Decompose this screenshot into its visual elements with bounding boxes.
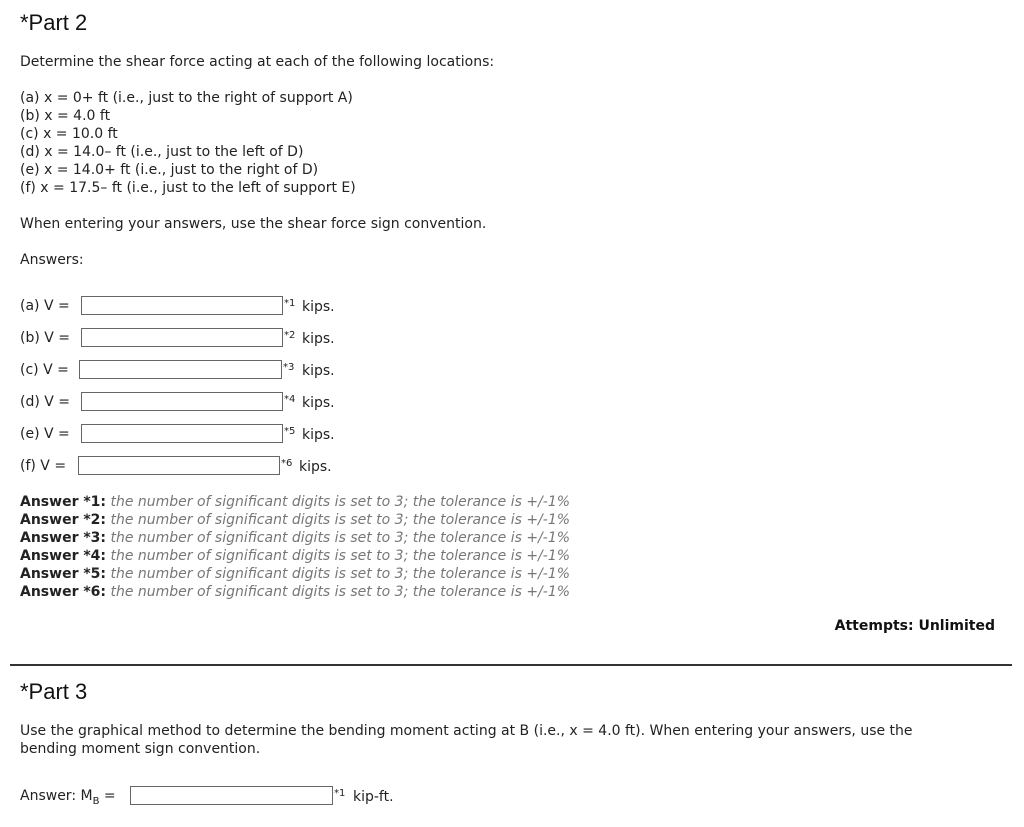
tolerance-item (20, 547, 570, 565)
answer-unit-b: kips. (302, 331, 335, 347)
tolerance-item (20, 565, 570, 583)
answer-input-e[interactable] (81, 424, 283, 443)
answer-unit-a: kips. (302, 299, 335, 315)
part3-answer-input[interactable] (130, 786, 333, 805)
location-b: (b) x = 4.0 ft (20, 108, 111, 124)
answer-input-c[interactable] (79, 360, 282, 379)
part3-answer-label-text: Answer: M (20, 788, 93, 804)
tolerance-label: Answer *2: (20, 512, 107, 528)
tolerance-item (20, 493, 570, 511)
attempts-indicator: Attempts: Unlimited (834, 618, 995, 634)
part2-instruction: Determine the shear force acting at each of the following locations: (20, 54, 495, 70)
answer-marker-e: *5 (284, 426, 296, 437)
answer-marker-a: *1 (284, 298, 296, 309)
tolerance-label: Answer *1: (20, 494, 107, 510)
tolerance-label: Answer *4: (20, 548, 107, 564)
answer-label-c: (c) V = (20, 362, 69, 378)
part3-answer-equals: = (103, 788, 116, 804)
section-divider (10, 664, 1012, 666)
location-d: (d) x = 14.0– ft (i.e., just to the left of D) (20, 144, 304, 160)
part3-answer-label (20, 788, 116, 807)
sign-convention-note: When entering your answers, use the shear force sign convention. (20, 216, 487, 232)
locations-list (20, 89, 356, 197)
location-a: (a) x = 0+ ft (i.e., just to the right of support A) (20, 90, 353, 106)
part3-answer-subscript: B (92, 795, 100, 807)
tolerance-label: Answer *6: (20, 584, 107, 600)
answers-heading: Answers: (20, 252, 84, 268)
answer-label-a: (a) V = (20, 298, 70, 314)
answer-input-a[interactable] (81, 296, 283, 315)
answer-label-f: (f) V = (20, 458, 67, 474)
tolerance-text: the number of significant digits is set to 3; the tolerance is +/-1% (110, 566, 571, 582)
tolerance-text: the number of significant digits is set to 3; the tolerance is +/-1% (110, 530, 571, 546)
tolerance-item (20, 511, 570, 529)
part2-title: *Part 2 (20, 10, 88, 35)
part3-instruction-line1: Use the graphical method to determine the bending moment acting at B (i.e., x = 4.0 ft). When entering your answers, use the (20, 723, 913, 739)
part3-title: *Part 3 (20, 679, 88, 704)
part3-answer-unit: kip-ft. (353, 789, 394, 805)
answer-unit-f: kips. (299, 459, 332, 475)
answer-label-d: (d) V = (20, 394, 71, 410)
answer-input-b[interactable] (81, 328, 283, 347)
location-f: (f) x = 17.5– ft (i.e., just to the left of support E) (20, 180, 356, 196)
tolerance-label: Answer *5: (20, 566, 107, 582)
answer-label-e: (e) V = (20, 426, 70, 442)
tolerance-label: Answer *3: (20, 530, 107, 546)
tolerance-item (20, 529, 570, 547)
location-e: (e) x = 14.0+ ft (i.e., just to the right of D) (20, 162, 319, 178)
answer-unit-e: kips. (302, 427, 335, 443)
part3-instruction-line2: bending moment sign convention. (20, 741, 261, 757)
answer-unit-c: kips. (302, 363, 335, 379)
tolerance-text: the number of significant digits is set to 3; the tolerance is +/-1% (110, 494, 571, 510)
answer-label-b: (b) V = (20, 330, 71, 346)
tolerance-text: the number of significant digits is set to 3; the tolerance is +/-1% (110, 584, 571, 600)
answer-unit-d: kips. (302, 395, 335, 411)
tolerance-list (20, 493, 570, 601)
answer-marker-b: *2 (284, 330, 296, 341)
location-c: (c) x = 10.0 ft (20, 126, 118, 142)
part3-instruction (20, 722, 913, 758)
tolerance-text: the number of significant digits is set to 3; the tolerance is +/-1% (110, 548, 571, 564)
answer-marker-f: *6 (281, 458, 293, 469)
tolerance-item (20, 583, 570, 601)
answer-marker-c: *3 (283, 362, 295, 373)
part3-answer-marker: *1 (334, 788, 346, 799)
answer-input-f[interactable] (78, 456, 280, 475)
tolerance-text: the number of significant digits is set to 3; the tolerance is +/-1% (110, 512, 571, 528)
answer-input-d[interactable] (81, 392, 283, 411)
answer-marker-d: *4 (284, 394, 296, 405)
